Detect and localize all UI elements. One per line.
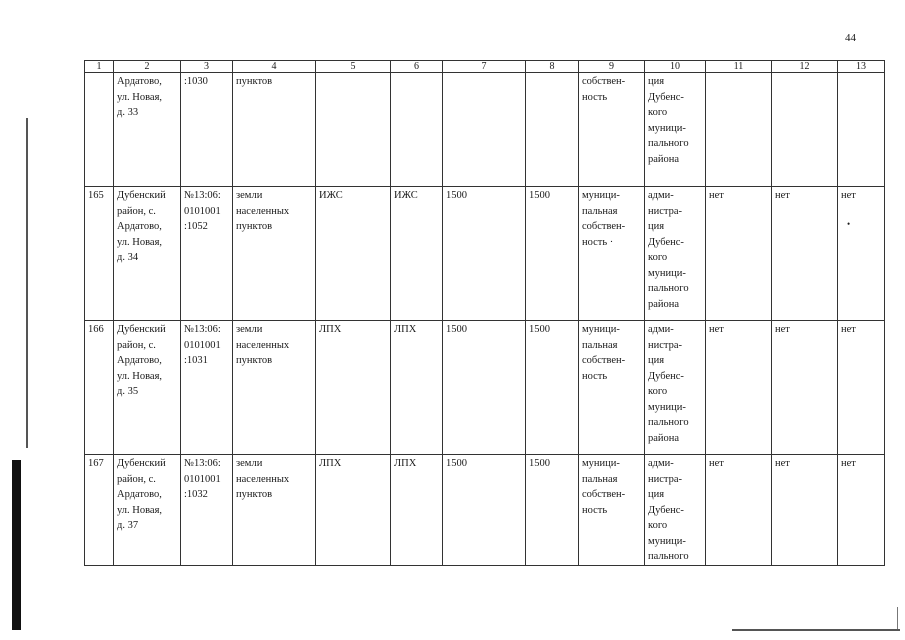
record-col13: нет: [838, 321, 885, 455]
record-holder: ция Дубенс- кого муници- пального района: [645, 73, 706, 187]
record-area: [443, 73, 526, 187]
record-actual-use: ЛПХ: [391, 321, 443, 455]
record-permitted-use: [316, 73, 391, 187]
column-header: 1: [85, 61, 114, 73]
scan-artifact-line: [26, 118, 28, 448]
stray-mark: •: [847, 219, 851, 229]
column-header: 9: [579, 61, 645, 73]
record-col11: нет: [706, 321, 772, 455]
record-col12: нет: [772, 455, 838, 566]
record-col11: нет: [706, 455, 772, 566]
record-land-category: земли населенных пунктов: [233, 455, 316, 566]
record-col11: нет: [706, 187, 772, 321]
record-cadastral-number: :1030: [181, 73, 233, 187]
record-col12: нет: [772, 187, 838, 321]
record-cadastral-number: №13:06: 0101001 :1031: [181, 321, 233, 455]
record-actual-use: ИЖС: [391, 187, 443, 321]
record-col11: [706, 73, 772, 187]
land-registry-table: [84, 60, 885, 566]
scan-artifact-bar: [12, 460, 21, 630]
record-address: Ардатово, ул. Новая, д. 33: [114, 73, 181, 187]
record-area: 1500: [443, 455, 526, 566]
record-ownership: муници- пальная собствен- ность: [579, 321, 645, 455]
column-header: 7: [443, 61, 526, 73]
record-col13: нет: [838, 455, 885, 566]
table-row: [85, 187, 885, 321]
table-row: [85, 321, 885, 455]
record-land-category: земли населенных пунктов: [233, 321, 316, 455]
record-cadastral-number: №13:06: 0101001 :1032: [181, 455, 233, 566]
record-number: [85, 73, 114, 187]
scan-artifact-line: [897, 607, 898, 629]
record-address: Дубенский район, с. Ардатово, ул. Новая, д. 37: [114, 455, 181, 566]
column-number-header-row: [85, 61, 885, 73]
record-permitted-use: ЛПХ: [316, 455, 391, 566]
column-header: 10: [645, 61, 706, 73]
record-number: 166: [85, 321, 114, 455]
column-header: 2: [114, 61, 181, 73]
column-header: 4: [233, 61, 316, 73]
column-header: 11: [706, 61, 772, 73]
record-cadastral-number: №13:06: 0101001 :1052: [181, 187, 233, 321]
record-area-actual: 1500: [526, 187, 579, 321]
record-actual-use: [391, 73, 443, 187]
column-header: 8: [526, 61, 579, 73]
record-permitted-use: ИЖС: [316, 187, 391, 321]
record-actual-use: ЛПХ: [391, 455, 443, 566]
record-number: 167: [85, 455, 114, 566]
record-land-category: пунктов: [233, 73, 316, 187]
record-land-category: земли населенных пунктов: [233, 187, 316, 321]
record-ownership: муници- пальная собствен- ность: [579, 455, 645, 566]
scan-artifact-line: [732, 629, 900, 631]
record-address: Дубенский район, с. Ардатово, ул. Новая, д. 35: [114, 321, 181, 455]
record-col12: нет: [772, 321, 838, 455]
record-ownership: муници- пальная собствен- ность ·: [579, 187, 645, 321]
record-col13: нет: [841, 190, 856, 201]
page-number: 44: [845, 32, 856, 44]
record-address: Дубенский район, с. Ардатово, ул. Новая, д. 34: [114, 187, 181, 321]
record-area: 1500: [443, 321, 526, 455]
record-col12: [772, 73, 838, 187]
record-holder: адми- нистра- ция Дубенс- кого муници- пального района: [645, 321, 706, 455]
record-area: 1500: [443, 187, 526, 321]
column-header: 6: [391, 61, 443, 73]
column-header: 12: [772, 61, 838, 73]
record-ownership: собствен- ность: [579, 73, 645, 187]
table-row: [85, 73, 885, 187]
column-header: 3: [181, 61, 233, 73]
record-area-actual: [526, 73, 579, 187]
column-header: 13: [838, 61, 885, 73]
table-row: [85, 455, 885, 566]
record-permitted-use: ЛПХ: [316, 321, 391, 455]
record-col13-cell: [838, 187, 885, 321]
record-number: 165: [85, 187, 114, 321]
column-header: 5: [316, 61, 391, 73]
record-area-actual: 1500: [526, 321, 579, 455]
record-holder: адми- нистра- ция Дубенс- кого муници- пального: [645, 455, 706, 566]
record-holder: адми- нистра- ция Дубенс- кого муници- пального района: [645, 187, 706, 321]
record-col13: [838, 73, 885, 187]
record-area-actual: 1500: [526, 455, 579, 566]
